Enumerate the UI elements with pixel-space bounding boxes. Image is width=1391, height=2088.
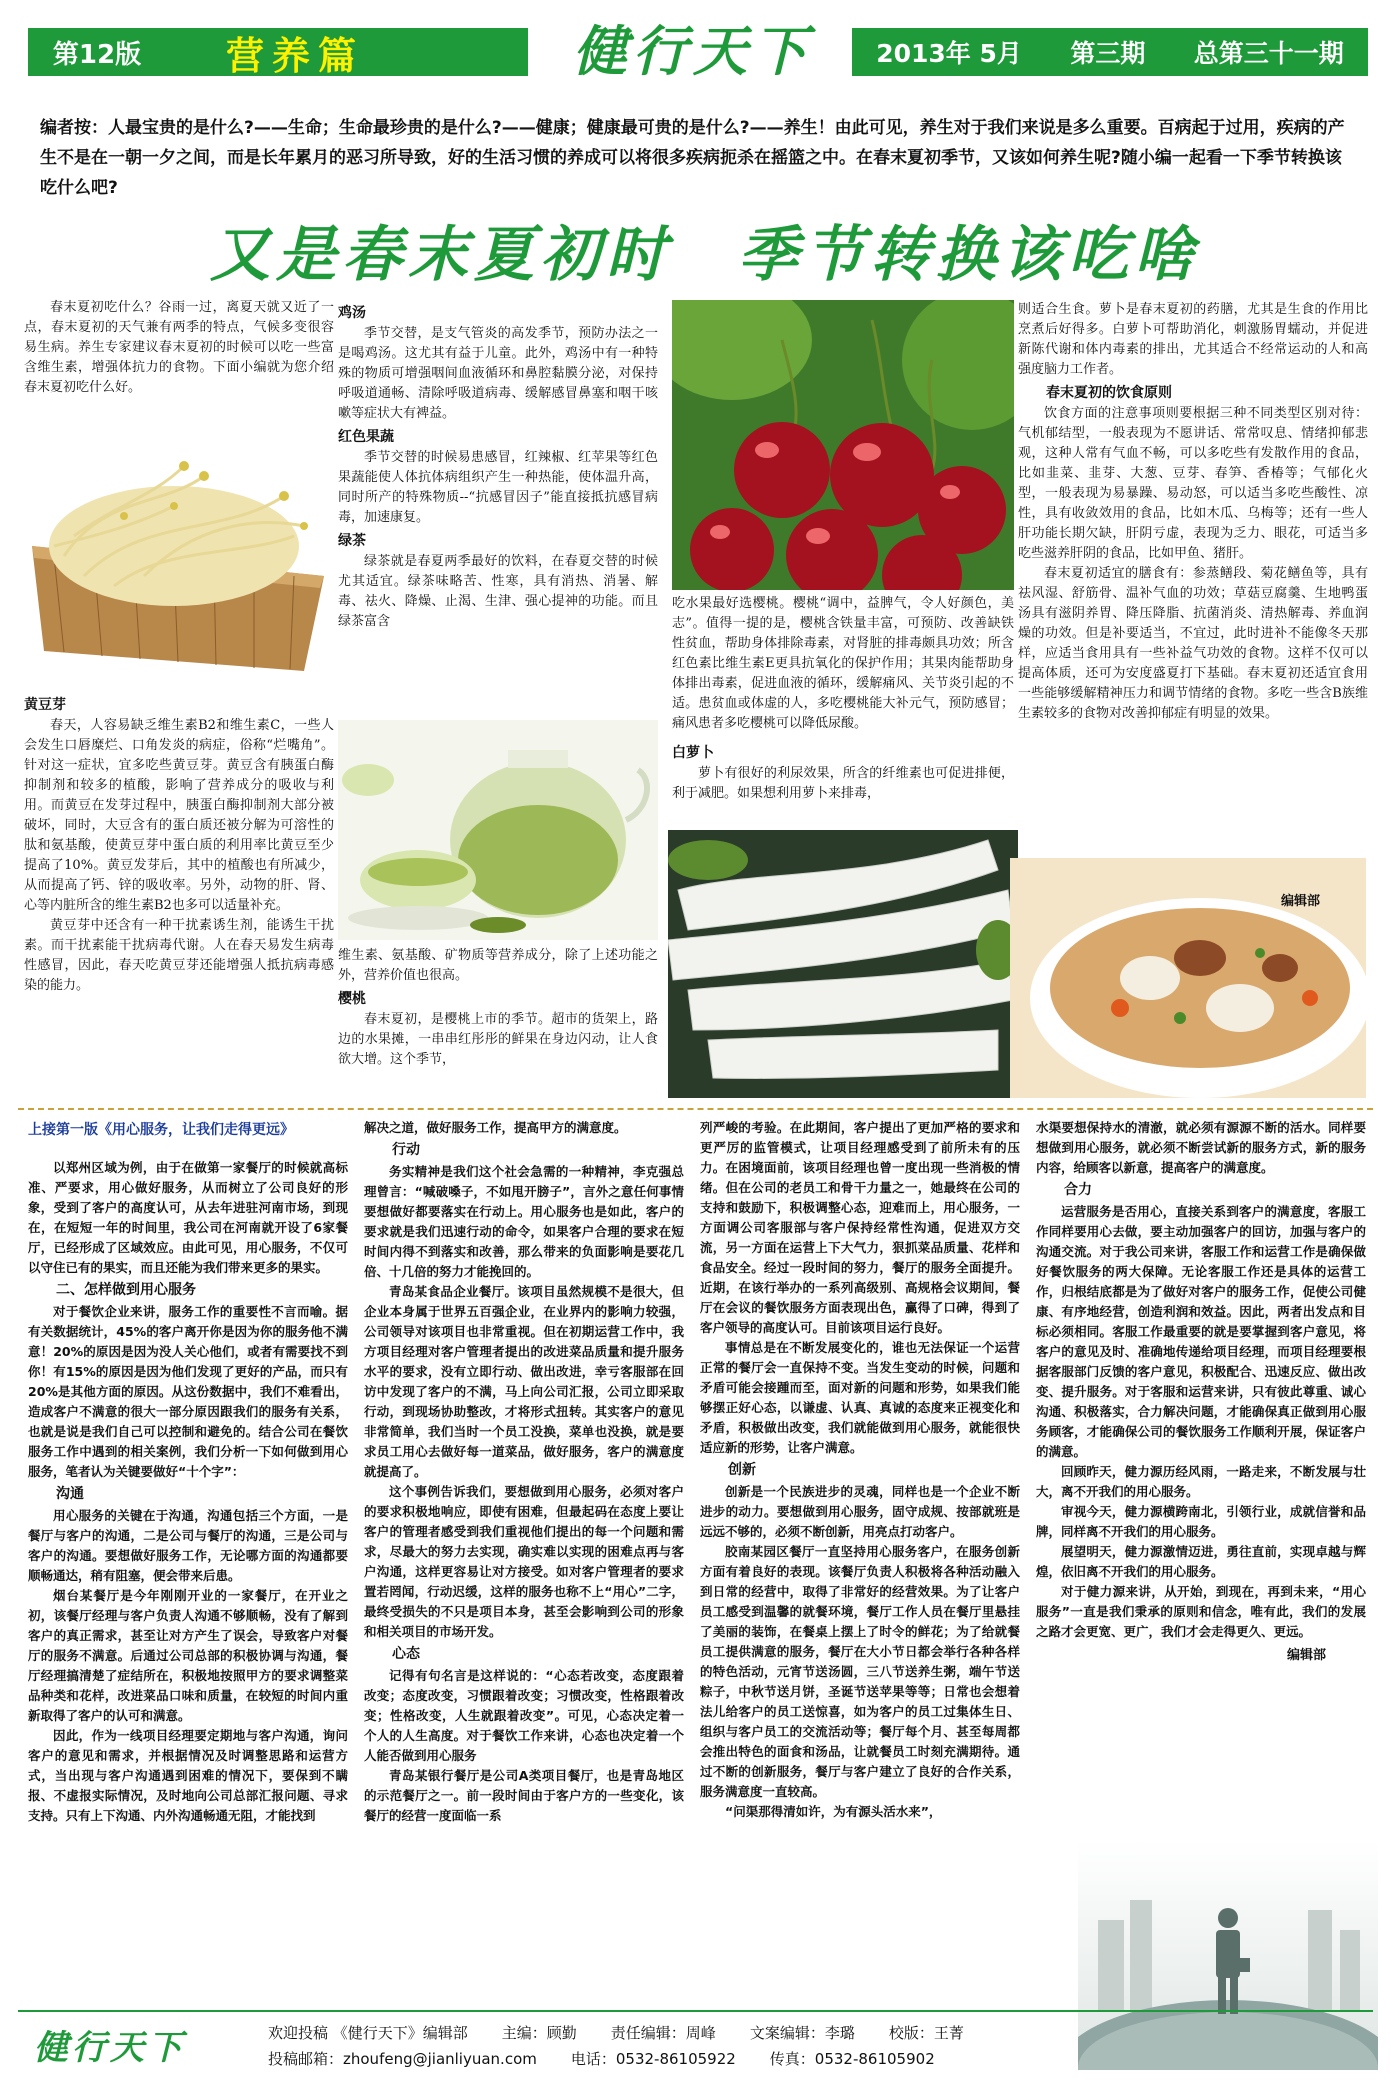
- bottom-paragraph-8: 青岛某食品企业餐厅。该项目虽然规模不是很大，但企业本身属于世界五百强企业，在业界内的影响力较强，公司领导对该项目也非常重视。但在初期运营工作中，我方项目经理对客户管理者提出的改进菜品质量和提升服务水平的要求，没有立即行动、做出改进，幸亏客服部在回访中发现了客户的不满，马上向公司汇报，公司立即采取行动，到现场协助整改，才将形式扭转。其实客户的意见非常简单，我们当时一个员工没换，菜单也没换，就是要求员工用心去做好每一道菜品，做好服务，客户的满意度就提高了。: [364, 1284, 684, 1479]
- bottom-column-1: [28, 1118, 348, 1826]
- radish-photo: [668, 830, 1018, 1098]
- article-column-4: [1018, 300, 1368, 724]
- bottom-heading-1: 二、怎样做到用心服务: [56, 1282, 196, 1298]
- section-title: 营养篇: [226, 33, 365, 78]
- bottom-column-3: [700, 1118, 1020, 1822]
- article-column-3: [672, 594, 1014, 804]
- bottom-paragraph-14: 创新是一个民族进步的灵魂，同样也是一个企业不断进步的动力。要想做到用心服务，固守成规、按部就班是远远不够的，必须不断创新，用亮点打动客户。: [700, 1484, 1020, 1539]
- bottom-paragraph-11: 青岛某银行餐厅是公司A类项目餐厅，也是青岛地区的示范餐厅之一。前一段时间由于客户方的一些变化，该餐厅的经营一度面临一系: [364, 1768, 684, 1823]
- footer-fax: 传真：0532-86105902: [769, 2050, 935, 2068]
- article-column-1-lower: [24, 692, 334, 996]
- newspaper-logo: 健行天下: [573, 19, 813, 83]
- bottom-heading-communication: 沟通: [56, 1486, 84, 1502]
- bottom-article-author: 编辑部: [1286, 1648, 1326, 1663]
- bottom-heading-action: 行动: [392, 1142, 420, 1158]
- continued-article-title: 上接第一版《用心服务，让我们走得更远》: [28, 1122, 294, 1138]
- soybean-paragraph-2: 黄豆芽中还含有一种干扰素诱生剂，能诱生干扰素。而干扰素能干扰病毒代谢。人在春天易发生病毒性感冒，因此，春天吃黄豆芽还能增强人抵抗病毒感染的能力。: [24, 918, 334, 993]
- bottom-paragraph-2: 对于餐饮企业来讲，服务工作的重要性不言而喻。据有关数据统计，45%的客户离开你是因为你的服务他不满意！20%的原因是因为没人关心他们，或者有需要找不到你！有15%的原因是因为他们发现了更好的产品，而只有20%是其他方面的原因。从这份数据中，我们不难看出，造成客户不满意的很大一部分原因跟我们的服务有关系，也就是说是我们自己可以控制和避免的。结合公司在餐饮服务工作中遇到的相关案例，我们分析一下如何做到用心服务，笔者认为关键要做好“十个字”：: [28, 1304, 348, 1479]
- soybean-heading: 黄豆芽: [24, 697, 66, 713]
- top-article-author: 编辑部: [1280, 894, 1320, 909]
- masthead-left-bar: [28, 28, 528, 76]
- red-veg-heading: 红色果蔬: [338, 429, 394, 445]
- article-column-2-lower: [338, 946, 658, 1070]
- diet-principle-paragraph-1: 饮食方面的注意事项则要根据三种不同类型区别对待：气机郁结型，一般表现为不愿讲话、常常叹息、情绪抑郁悲观，这种人常有气血不畅，可以多吃些有发散作用的食品，比如韭菜、韭芽、大葱、豆芽、春笋、香椿等；气郁化火型，一般表现为易暴躁、易动怒，可以适当多吃些酸性、凉性，具有收敛效用的食品，比如木瓜、乌梅等；还有一些人肝功能长期欠缺，肝阴亏虚，表现为乏力、眼花，可适当多吃些滋养肝阴的食品，比如甲鱼、猪肝。: [1018, 406, 1368, 561]
- masthead: [28, 18, 1368, 84]
- radish-paragraph-2: 则适合生食。萝卜是春末夏初的药膳，尤其是生食的作用比烹煮后好得多。白萝卜可帮助消化，刺激肠胃蠕动，并促进新陈代谢和体内毒素的排出，尤其适合不经常运动的人和高强度脑力工作者。: [1018, 302, 1368, 377]
- article-column-1: [24, 298, 334, 398]
- bottom-paragraph-13: 事情总是在不断发展变化的，谁也无法保证一个运营正常的餐厅会一直保持不变。当发生变动的时候，问题和矛盾可能会接踵而至，面对新的问题和形势，如果我们能够摆正好心态，以谦虚、认真、真诚的态度来正视变化和矛盾，积极做出改变，我们就能做到用心服务，就能很快适应新的形势，让客户满意。: [700, 1340, 1020, 1455]
- radish-heading: 白萝卜: [672, 745, 714, 761]
- bottom-paragraph-22: 对于健力源来讲，从开始，到现在，再到未来，“用心服务”一直是我们秉承的原则和信念，唯有此，我们的发展之路才会更宽、更广，我们才会走得更久、更远。: [1036, 1584, 1366, 1639]
- green-tea-heading: 绿茶: [338, 533, 366, 549]
- main-headline: 又是春末夏初时 季节转换该吃啥: [210, 220, 1200, 290]
- bottom-paragraph-12: 列严峻的考验。在此期间，客户提出了更加严格的要求和更严厉的监管模式，让项目经理感受到了前所未有的压力。在困境面前，该项目经理也曾一度出现一些消极的情绪。但在公司的老员工和骨干力量之一，她最终在公司的支持和鼓励下，积极调整心态，迎难而上，用心服务，一方面调公司客服部与客户保持经常性沟通，促进双方交流，另一方面在运营上下大气力，狠抓菜品质量、花样和食品安全。经过一段时间的努力，餐厅的服务全面提升。近期，在该行举办的一系列高级别、高规格会议期间，餐厅在会议的餐饮服务方面表现出色，赢得了口碑，得到了客户领导的高度认可。目前该项目运行良好。: [700, 1120, 1020, 1335]
- bean-sprouts-photo: [24, 436, 334, 686]
- footer-copy-editor: 文案编辑：李璐: [749, 2024, 855, 2042]
- green-tea-paragraph-1: 绿茶就是春夏两季最好的饮料，在春夏交替的时候尤其适宜。绿茶味略苦、性寒，具有消热、消暑、解毒、祛火、降燥、止渴、生津、强心提神的功能。而且绿茶富含: [338, 554, 658, 629]
- radish-paragraph-1: 萝卜有很好的利尿效果，所含的纤维素也可促进排便，利于减肥。如果想利用萝卜来排毒，: [672, 766, 1014, 801]
- edition-number: 第12版: [52, 39, 142, 70]
- bottom-heading-mindset: 心态: [392, 1646, 420, 1662]
- diet-principle-paragraph-2: 春末夏初适宜的膳食有：参蒸鳝段、菊花鳝鱼等，具有祛风湿、舒筋骨、温补气血的功效；草菇豆腐羹、生地鸭蛋汤具有滋阴养胃、降压降脂、抗菌消炎、清热解毒、养血润燥的功效。但是补要适当，不宜过，此时进补不能像冬天那样，应适当食用具有一些补益气功效的食物。这样不仅可以提高体质，还可为安度盛夏打下基础。春末夏初还适宜食用一些能够缓解精神压力和调节情绪的食物。多吃一些含B族维生素较多的食物对改善抑郁症有明显的效果。: [1018, 566, 1368, 721]
- article-column-2: [338, 300, 658, 632]
- bottom-paragraph-6: 解决之道，做好服务工作，提高甲方的满意度。: [364, 1120, 627, 1135]
- cherry-paragraph-1: 春末夏初，是樱桃上市的季节。超市的货架上，路边的水果摊，一串串红彤彤的鲜果在身边闪动，让人食欲大增。这个季节，: [338, 1012, 658, 1067]
- bottom-paragraph-21: 展望明天，健力源激情迈进，勇往直前，实现卓越与辉煌，依旧离不开我们的用心服务。: [1036, 1544, 1366, 1579]
- footer-chief-editor: 主编：顾勤: [501, 2024, 577, 2042]
- cherry-heading: 樱桃: [338, 991, 366, 1007]
- cherry-paragraph-2: 吃水果最好选樱桃。樱桃“调中，益脾气，令人好颜色，美志”。值得一提的是，樱桃含铁量丰富，可预防、改善缺铁性贫血，帮助身体排除毒素，对肾脏的排毒颇具功效；所含红色素比维生素E更具抗氧化的保护作用；其果肉能帮助身体排出毒素，促进血液的循环，缓解痛风、关节炎引起的不适。患贫血或体虚的人，多吃樱桃能大补元气，预防感冒；痛风患者多吃樱桃可以降低尿酸。: [672, 596, 1014, 731]
- bottom-paragraph-7: 务实精神是我们这个社会急需的一种精神，李克强总理曾言：“喊破嗓子，不如甩开膀子”，言外之意任何事情要想做好都要落实在行动上。用心服务也是如此，客户的要求就是我们迅速行动的命令，如果客户合理的要求在短时间内得不到落实和改善，那么带来的负面影响是要花几倍、十几倍的努力才能挽回的。: [364, 1164, 684, 1279]
- footer-email[interactable]: 投稿邮箱：zhoufeng@jianliyuan.com: [268, 2050, 537, 2068]
- bottom-paragraph-5: 因此，作为一线项目经理要定期地与客户沟通，询问客户的意见和需求，并根据情况及时调整思路和运营方式，当出现与客户沟通遇到困难的情况下，要保到不瞒报、不虚报实际情况，及时地向公司总部汇报问题、寻求支持。只有上下沟通、内外沟通畅通无阻，才能找到: [28, 1728, 348, 1823]
- footer-logo: 健行天下: [34, 2028, 186, 2068]
- footer-row-2: [268, 2048, 1368, 2069]
- intro-paragraph: 春末夏初吃什么？谷雨一过，离夏天就又近了一点，春末夏初的天气兼有两季的特点，气候多变很容易生病。养生专家建议春末夏初的时候可以吃一些富含维生素，增强体抗力的食物。下面小编就为您介绍春末夏初吃什么好。: [24, 300, 334, 395]
- bottom-paragraph-15: 胶南某园区餐厅一直坚持用心服务客户，在服务创新方面有着良好的表现。该餐厅负责人积极将各种活动融入到日常的经营中，取得了非常好的经营效果。为了让客户员工感受到温馨的就餐环境，餐厅工作人员在餐厅里悬挂了美丽的装饰，在餐桌上摆上了时令的鲜花；为了给就餐员工提供满意的服务，餐厅在大小节日都会举行各种各样的特色活动，元宵节送汤圆，三八节送养生粥，端午节送粽子，中秋节送月饼，圣诞节送苹果等等；日常也会想着法儿给客户的员工送惊喜，如为客户的员工过集体生日、组织与客户员工的交流活动等；餐厅每个月、甚至每周都会推出特色的面食和汤品，让就餐员工时刻充满期待。通过不断的创新服务，餐厅与客户建立了良好的合作关系，服务满意度一直较高。: [700, 1544, 1020, 1799]
- footer-phone: 电话：0532-86105922: [570, 2050, 736, 2068]
- chicken-heading: 鸡汤: [338, 305, 366, 321]
- bottom-paragraph-18: 运营服务是否用心，直接关系到客户的满意度，客服工作同样要用心去做，要主动加强客户的回访，加强与客户的沟通交流。对于我公司来讲，客服工作和运营工作是确保做好餐饮服务的两大保障。无论客服工作还是具体的运营工作，归根结底都是为了做好对客户的服务工作，促使公司健康、有序地经营，创造利润和效益。因此，两者出发点和目标必须相同。客服工作最重要的就是要掌握到客户意见，将客户的意见及时、准确地传递给项目经理，而项目经理要根据客服部门反馈的客户意见，积极配合、迅速反应、做出改变、提升服务。对于客服和运营来讲，只有彼此尊重、诚心沟通、积极落实，合力解决问题，才能确保真正做到用心服务顾客，才能确保公司的餐饮服务工作顺利开展，保证客户的满意。: [1036, 1204, 1366, 1459]
- masthead-right-bar: [852, 28, 1368, 76]
- red-veg-paragraph: 季节交替的时候易患感冒，红辣椒、红苹果等红色果蔬能使人体抗体病组织产生一种热能，使体温升高，同时所产的特殊物质--“抗感冒因子”能直接抵抗感冒病毒，加速康复。: [338, 450, 658, 525]
- green-tea-photo: [338, 720, 658, 940]
- total-issue-number: 总第三十一期: [1193, 39, 1344, 68]
- bottom-heading-innovation: 创新: [728, 1462, 756, 1478]
- bottom-column-4: [1036, 1118, 1366, 1666]
- cherry-photo: [672, 300, 1014, 590]
- footer-proofreader: 校版：王菁: [888, 2024, 964, 2042]
- bottom-paragraph-10: 记得有句名言是这样说的：“心态若改变，态度跟着改变；态度改变，习惯跟着改变；习惯改变，性格跟着改变；性格改变，人生就跟着改变”。可见，心态决定着一个人的人生高度。对于餐饮工作来讲，心态也决定着一个人能否做到用心服务: [364, 1668, 684, 1763]
- editor-note: 编者按：人最宝贵的是什么?——生命；生命最珍贵的是什么?——健康；健康最可贵的是什么?——养生！由此可见，养生对于我们来说是多么重要。百病起于过用，疾病的产生不是在一朝一夕之间，而是长年累月的恶习所导致，好的生活习惯的养成可以将很多疾病扼杀在摇篮之中。在春末夏初季节，又该如何养生呢?随小编一起看一下季节转换该吃什么吧?: [40, 118, 1345, 198]
- bottom-paragraph-9: 这个事例告诉我们，要想做到用心服务，必须对客户的要求积极地响应，即使有困难，但最起码在态度上要让客户的管理者感受到我们重视他们提出的每一个问题和需求，尽最大的努力去实现，确实难以实现的困难点再与客户沟通，这样更容易让对方接受。如对客户管理者的要求置若罔闻，行动迟缓，这样的服务也称不上“用心”二字，最终受损失的不只是项目本身，甚至会影响到公司的形象和相关项目的市场开发。: [364, 1484, 684, 1639]
- chicken-paragraph: 季节交替，是支气管炎的高发季节，预防办法之一是喝鸡汤。这尤其有益于儿童。此外，鸡汤中有一种特殊的物质可增强咽间血液循环和鼻腔黏膜分泌，对保持呼吸道通畅、清除呼吸道病毒、缓解感冒鼻塞和咽干咳嗽等症状大有裨益。: [338, 326, 658, 421]
- bottom-heading-synergy: 合力: [1064, 1182, 1092, 1198]
- bottom-paragraph-19: 回顾昨天，健力源历经风雨，一路走来，不断发展与壮大，离不开我们的用心服务。: [1036, 1464, 1366, 1499]
- issue-date: 2013年 5月: [876, 39, 1022, 68]
- bottom-paragraph-3: 用心服务的关键在于沟通，沟通包括三个方面，一是餐厅与客户的沟通，二是公司与餐厅的沟通，三是公司与客户的沟通。要想做好服务工作，无论哪方面的沟通都要顺畅通达，稍有阻塞，便会带来后患。: [28, 1508, 348, 1583]
- bottom-paragraph-4: 烟台某餐厅是今年刚刚开业的一家餐厅，在开业之初，该餐厅经理与客户负责人沟通不够顺畅，没有了解到客户的真正需求，甚至让对方产生了误会，导致客户对餐厅的服务不满意。后通过公司总部的积极协调与沟通，餐厅经理搞清楚了症结所在，积极地按照甲方的要求调整菜品种类和花样，改进菜品口味和质量，在较短的时间内重新取得了客户的认可和满意。: [28, 1588, 348, 1723]
- bottom-paragraph-16: “问渠那得清如许，为有源头活水来”，: [725, 1804, 942, 1819]
- diet-principle-heading: 春末夏初的饮食原则: [1046, 385, 1172, 401]
- bottom-paragraph-17: 水渠要想保持水的清澈，就必须有源源不断的活水。同样要想做到用心服务，就必须不断尝试新的服务方式，新的服务内容，给顾客以新意，提高客户的满意度。: [1036, 1120, 1366, 1175]
- footer-welcome: 欢迎投稿 《健行天下》编辑部: [268, 2024, 468, 2042]
- page-footer: [18, 2010, 1373, 2080]
- soybean-paragraph-1: 春天，人容易缺乏维生素B2和维生素C，一些人会发生口唇糜烂、口角发炎的病症，俗称“烂嘴角”。针对这一症状，宜多吃些黄豆芽。黄豆含有胰蛋白酶抑制剂和较多的植酸，影响了营养成分的吸收与利用。而黄豆在发芽过程中，胰蛋白酶抑制剂大部分被破坏，同时，大豆含有的蛋白质还被分解为可溶性的肽和氨基酸，使黄豆芽中蛋白质的利用率比黄豆至少提高了10%。黄豆发芽后，其中的植酸也有所减少，从而提高了钙、锌的吸收率。另外，动物的肝、肾、心等内脏所含的维生素B2也多可以适量补充。: [24, 718, 334, 913]
- bottom-paragraph-1: 以郑州区域为例，由于在做第一家餐厅的时候就高标准、严要求，用心做好服务，从而树立了公司良好的形象，受到了客户的高度认可，从去年进驻河南市场，到现在，在短短一年的时间里，我公司在河南就开设了6家餐厅，已经形成了区域效应。由此可见，用心服务，不仅可以守住已有的果实，而且还能为我们带来更多的果实。: [28, 1160, 348, 1275]
- green-tea-paragraph-2: 维生素、氨基酸、矿物质等营养成分，除了上述功能之外，营养价值也很高。: [338, 948, 658, 983]
- section-divider: [18, 1108, 1373, 1110]
- bottom-column-2: [364, 1118, 684, 1826]
- issue-number: 第三期: [1070, 39, 1146, 68]
- footer-responsible-editor: 责任编辑：周峰: [610, 2024, 716, 2042]
- bottom-paragraph-20: 审视今天，健力源横跨南北，引领行业，成就信誉和品牌，同样离不开我们的用心服务。: [1036, 1504, 1366, 1539]
- footer-row-1: [268, 2022, 1368, 2043]
